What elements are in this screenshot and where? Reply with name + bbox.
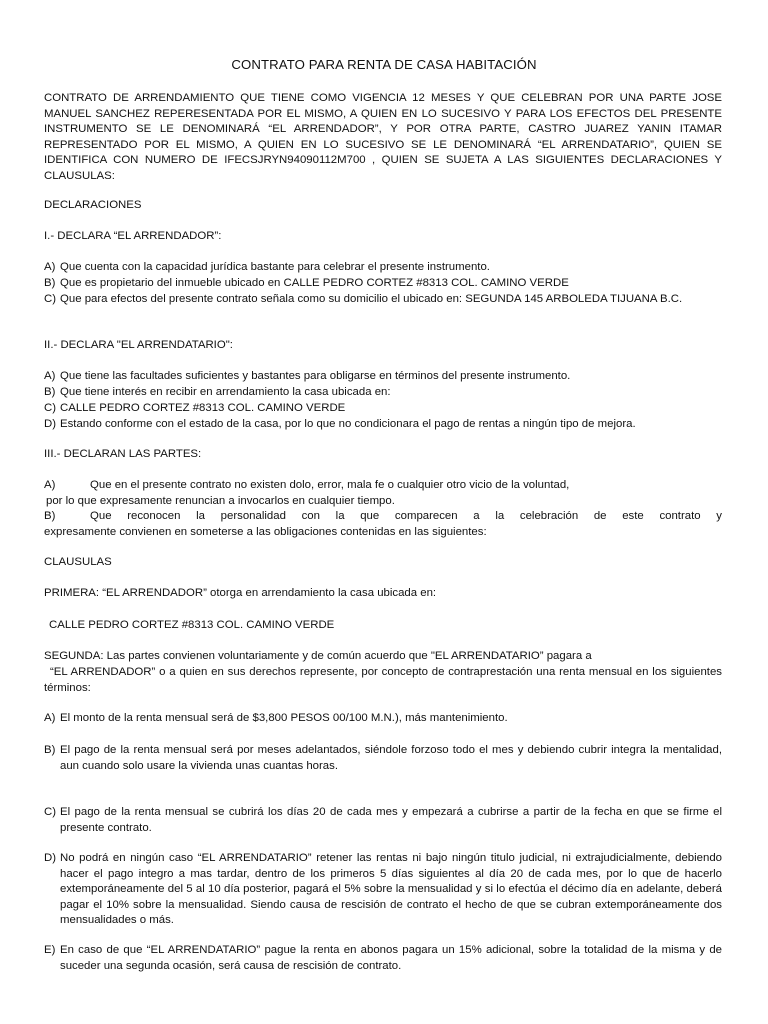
section2-item-a bbox=[44, 369, 722, 385]
section1-heading: I.- DECLARA “EL ARRENDADOR”: bbox=[44, 230, 222, 242]
section2-item-b bbox=[44, 385, 722, 401]
item-label: B) bbox=[44, 386, 56, 398]
item-text: Que tiene las facultades suficientes y bastantes para obligarse en términos del presente instrumento. bbox=[60, 370, 571, 382]
item-text: Que tiene interés en recibir en arrendamiento la casa ubicada en: bbox=[60, 386, 391, 398]
item-text: El pago de la renta mensual será por meses adelantados, siéndole forzoso todo el mes y debiendo cubrir integra la mentalidad, aun cuando solo usare la vivienda unas cuantas horas. bbox=[60, 744, 722, 772]
item-text: Que reconocen la personalidad con la que comparecen a la celebración de este contrato y bbox=[90, 510, 722, 522]
item-label: A) bbox=[44, 479, 56, 491]
item-text: Que es propietario del inmueble ubicado en CALLE PEDRO CORTEZ #8313 COL. CAMINO VERDE bbox=[60, 277, 569, 289]
intro-paragraph: CONTRATO DE ARRENDAMIENTO QUE TIENE COMO VIGENCIA 12 MESES Y QUE CELEBRAN POR UNA PARTE JOSE MANUEL SANCHEZ REPERESENTADA POR EL MISMO, A QUIEN EN LO SUCESIVO Y PARA LOS EFECTOS DEL PRESENTE INSTRUMENTO SE LE DENOMINARÁ “EL ARRENDADOR”, Y POR OTRA PARTE, CASTRO JUAREZ YANIN ITAMAR REPRESENTADO POR EL MISMO, A QUIEN EN LO SUCESIVO SE LE DENOMINARÁ “EL ARRENDATARIO”, QUIEN SE IDENTIFICA CON NUMERO DE IFECSJRYN94090112M700 , QUIEN SE SUJETA A LAS SIGUIENTES DECLARACIONES Y CLAUSULAS: bbox=[44, 92, 722, 182]
item-label: C) bbox=[44, 806, 57, 818]
item-label: D) bbox=[44, 418, 57, 430]
clause-primera: PRIMERA: “EL ARRENDADOR” otorga en arrendamiento la casa ubicada en: bbox=[44, 587, 437, 599]
item-label: D) bbox=[44, 852, 57, 864]
clause-segunda-text: “EL ARRENDADOR” o a quien en sus derechos represente, por concepto de contraprestación una renta mensual en los siguientes términos: bbox=[44, 666, 722, 694]
clausulas-heading: CLAUSULAS bbox=[44, 556, 112, 568]
section2-item-c bbox=[44, 401, 722, 417]
item-label: C) bbox=[44, 402, 57, 414]
clause-primera-address: CALLE PEDRO CORTEZ #8313 COL. CAMINO VERDE bbox=[49, 619, 335, 631]
item-text: En caso de que “EL ARRENDATARIO” pague la renta en abonos pagara un 15% adicional, sobre la totalidad de la misma y de suceder una segunda ocasión, será causa de rescisión de contrato. bbox=[60, 944, 722, 972]
section3-item-b-continuation: expresamente convienen en someterse a las obligaciones contenidas en las siguientes: bbox=[44, 526, 487, 538]
item-label: A) bbox=[44, 370, 56, 382]
clause-segunda-rest bbox=[44, 665, 722, 696]
item-text: El monto de la renta mensual será de $3,800 PESOS 00/100 M.N.), más mantenimiento. bbox=[60, 712, 508, 724]
item-text: Que en el presente contrato no existen dolo, error, mala fe o cualquier otro vicio de la voluntad, bbox=[90, 479, 570, 491]
item-label: E) bbox=[44, 944, 56, 956]
term-d bbox=[44, 851, 722, 929]
item-text: Que para efectos del presente contrato señala como su domicilio el ubicado en: SEGUNDA 145 ARBOLEDA TIJUANA B.C. bbox=[60, 293, 683, 305]
item-text: CALLE PEDRO CORTEZ #8313 COL. CAMINO VERDE bbox=[60, 402, 346, 414]
section3-heading: III.- DECLARAN LAS PARTES: bbox=[44, 448, 202, 460]
section1-item-c bbox=[44, 292, 722, 308]
term-c bbox=[44, 805, 722, 836]
section2-heading: II.- DECLARA "EL ARRENDATARIO": bbox=[44, 339, 233, 351]
item-text: Que cuenta con la capacidad jurídica bastante para celebrar el presente instrumento. bbox=[60, 261, 490, 273]
term-b bbox=[44, 743, 722, 774]
item-text: No podrá en ningún caso “EL ARRENDATARIO” retener las rentas ni bajo ningún titulo judicial, ni extrajudicialmente, debiendo hacer el pago integro a mas tardar, dentro de los primeros 5 días siguientes al día 20 de cada mes, por lo que de hacerlo extemporáneamente del 5 al 10 día posterior, pagará el 5% sobre la mensualidad y si lo efectúa el décimo día en adelante, deberá pagar el 10% sobre la mensualidad. Siendo causa de rescisión de contrato el hecho de que se cubran extemporáneamente dos mensualidades o más. bbox=[60, 852, 722, 927]
item-label: B) bbox=[44, 744, 56, 756]
item-label: A) bbox=[44, 712, 56, 724]
item-label: B) bbox=[44, 510, 56, 522]
item-text: El pago de la renta mensual se cubrirá los días 20 de cada mes y empezará a cubrirse a partir de la fecha en que se firme el presente contrato. bbox=[60, 806, 722, 834]
item-label: A) bbox=[44, 261, 56, 273]
section1-item-b bbox=[44, 276, 722, 292]
item-label: C) bbox=[44, 293, 57, 305]
clause-segunda-line1: SEGUNDA: Las partes convienen voluntariamente y de común acuerdo que "EL ARRENDATARIO” pagara a bbox=[44, 650, 592, 662]
section2-item-d bbox=[44, 417, 722, 433]
declaraciones-heading: DECLARACIONES bbox=[44, 199, 142, 211]
section3-item-a-continuation: por lo que expresamente renuncian a invocarlos en cualquier tiempo. bbox=[46, 495, 395, 507]
term-e bbox=[44, 943, 722, 974]
item-label: B) bbox=[44, 277, 56, 289]
document-title: CONTRATO PARA RENTA DE CASA HABITACIÓN bbox=[231, 57, 537, 72]
term-a bbox=[44, 711, 722, 727]
section1-item-a bbox=[44, 260, 722, 276]
section3-item-b bbox=[44, 509, 722, 525]
item-text: Estando conforme con el estado de la casa, por lo que no condicionara el pago de rentas a ningún tipo de mejora. bbox=[60, 418, 636, 430]
section3-item-a bbox=[44, 478, 722, 494]
